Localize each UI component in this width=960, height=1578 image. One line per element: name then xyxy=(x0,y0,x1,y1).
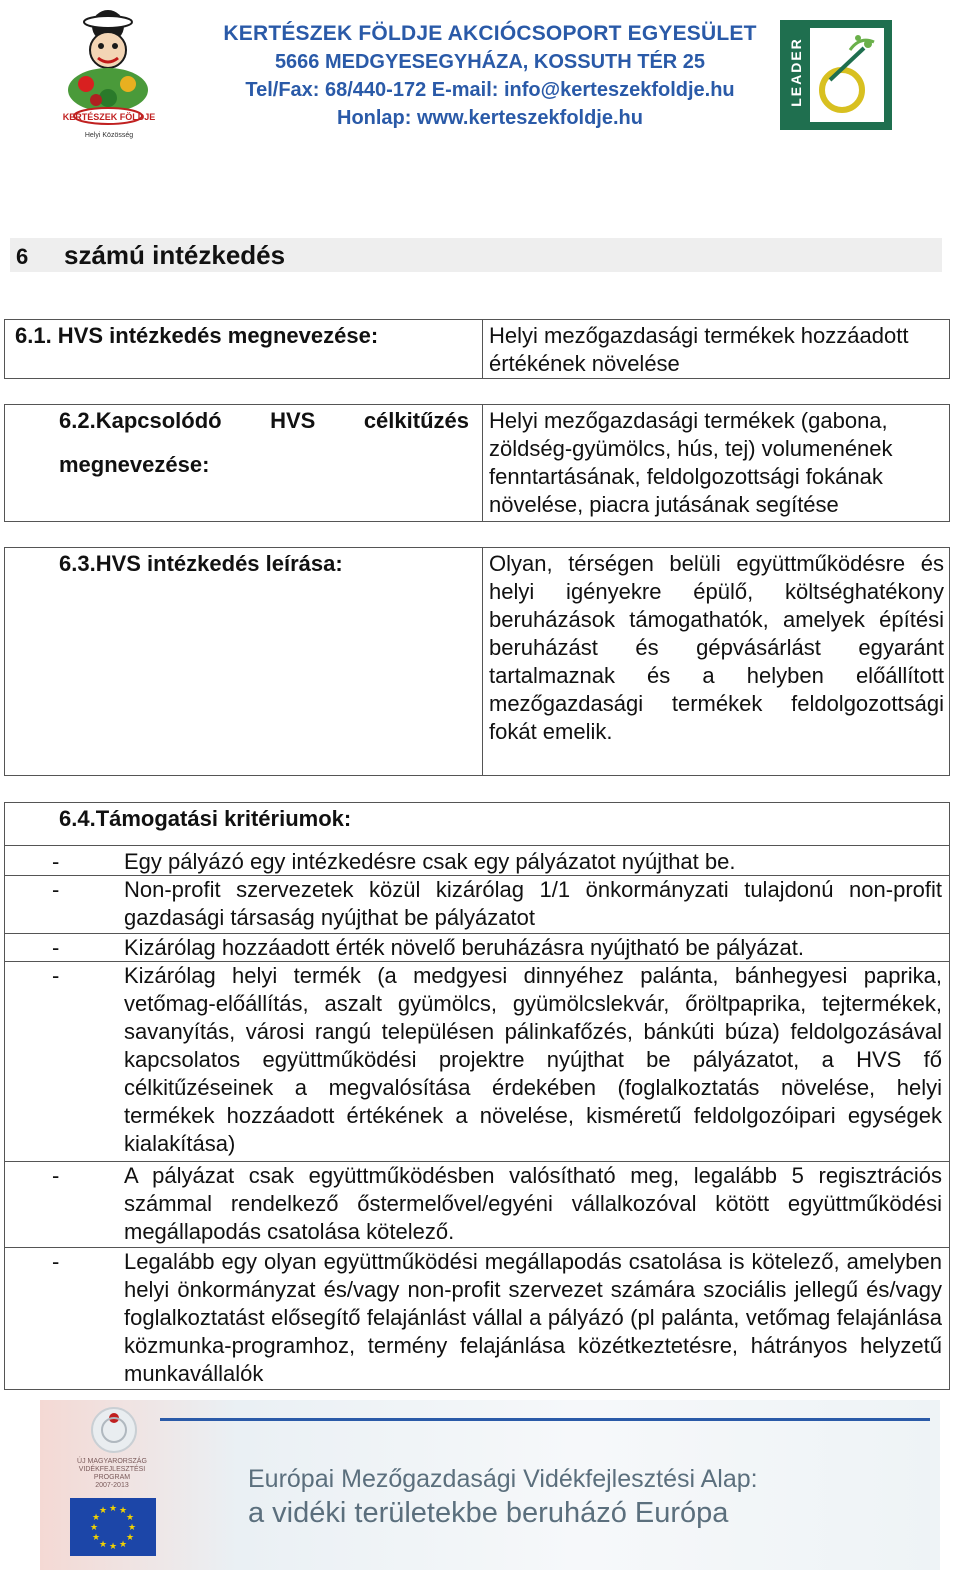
list-dash: - xyxy=(52,849,60,874)
list-item-text: Kizárólag helyi termék (a medgyesi dinnyéhez palánta, bánhegyesi paprika, vetőmag-előállítás, aszalt gyümölcs, gyümölcslekvár, őröltpaprika, tejtermékek, savanyítás, városi rangú településen pálinkafőzés, bánkúti búza) feldolgozásával kapcsolatos együttműködési projektre nyújthat be pályázatot, a HVS fő célkitűzéseinek a megvalósítása érdekében (foglalkoztatás növelése, helyi termékek hozzáadott értékének a növelése, kisméretű feldolgozóipari egységek kialakítása) xyxy=(124,963,942,1156)
row-6-3-value: Olyan, térségen belüli együttműködésre és helyi igényekre épülő, költséghatékony beruházások támogathatók, amelyek építési beruházást és gépvásárlást egyaránt tartalmaznak és a helyben előállított mezőgazdasági termékek feldolgozottsági fokát emelik. xyxy=(489,551,944,744)
list-item-text: Egy pályázó egy intézkedésre csak egy pályázatot nyújthat be. xyxy=(124,849,736,874)
section-heading xyxy=(10,238,942,272)
list-item xyxy=(4,934,950,962)
organization-info xyxy=(210,20,770,132)
uj-magyarorszag-text xyxy=(62,1458,162,1490)
list-item-text: Kizárólag hozzáadott érték növelő beruházásra nyújtható be pályázat. xyxy=(124,935,804,960)
list-dash: - xyxy=(52,963,60,988)
hu-text-line2: VIDÉKFEJLESZTÉSI PROGRAM xyxy=(78,1466,146,1481)
list-item xyxy=(4,962,950,1162)
footer-text xyxy=(248,1462,758,1530)
list-item-text: Legalább egy olyan együttműködési megállapodás csatolása is kötelező, amelyben helyi önkormányzat és/vagy non-profit szervezet számára szociális jellegű és/vagy foglalkoztatást elősegítő felajánlást vállal a pályázó (pl palánta, vetőmag felajánlása közmunka-programhoz, termény felajánlása közétkeztetésre, hátrányos helyzetű munkavállalók xyxy=(124,1249,942,1386)
svg-text:★: ★ xyxy=(125,1533,135,1543)
org-address: 5666 MEDGYESEGYHÁZA, KOSSUTH TÉR 25 xyxy=(274,51,706,73)
row-6-4-header xyxy=(4,802,950,846)
svg-text:★: ★ xyxy=(91,1513,101,1523)
org-name: KERTÉSZEK FÖLDJE AKCIÓCSOPORT EGYESÜLET xyxy=(223,22,757,45)
list-item-text: Non-profit szervezetek közül kizárólag 1/1 önkormányzati tulajdonú non-profit gazdasági társaság nyújthat be pályázatot xyxy=(124,877,942,930)
svg-text:★: ★ xyxy=(108,1504,118,1514)
eu-flag-icon xyxy=(70,1498,156,1556)
list-dash: - xyxy=(52,1249,60,1274)
svg-text:★: ★ xyxy=(98,1506,108,1516)
leader-logo-text: LEADER xyxy=(788,37,804,107)
row-6-1-label: 6.1. HVS intézkedés megnevezése: xyxy=(15,323,379,348)
leader-logo xyxy=(780,20,892,130)
row-6-3-label: 6.3.HVS intézkedés leírása: xyxy=(59,551,343,576)
row-6-2 xyxy=(4,404,950,522)
list-item xyxy=(4,1162,950,1248)
hu-text-line1: ÚJ MAGYARORSZÁG xyxy=(77,1458,147,1465)
row-6-1-value: Helyi mezőgazdasági termékek hozzáadott értékének növelése xyxy=(489,323,909,376)
section-number: 6 xyxy=(16,244,29,269)
list-item xyxy=(4,1248,950,1390)
svg-text:★: ★ xyxy=(118,1540,128,1550)
footer-line1: Európai Mezőgazdasági Vidékfejlesztési Alap: xyxy=(248,1465,758,1493)
row-divider xyxy=(482,405,483,521)
svg-text:★: ★ xyxy=(89,1523,99,1533)
kerteszek-foldje-logo xyxy=(56,4,162,144)
list-dash: - xyxy=(52,1163,60,1188)
svg-text:★: ★ xyxy=(127,1523,137,1533)
list-item xyxy=(4,848,950,876)
org-contact: Tel/Fax: 68/440-172 E-mail: info@kerteszekfoldje.hu xyxy=(245,79,735,101)
org-website: Honlap: www.kerteszekfoldje.hu xyxy=(337,107,643,129)
svg-text:★: ★ xyxy=(91,1533,101,1543)
row-6-4-label: 6.4.Támogatási kritériumok: xyxy=(59,806,352,831)
list-item xyxy=(4,876,950,934)
list-item-text: A pályázat csak együttműködésben valósítható meg, legalább 5 regisztrációs számmal rendelkező őstermelővel/egyéni vállalkozóval kötött együttműködési megállapodás csatolása kötelező. xyxy=(124,1163,942,1244)
svg-text:★: ★ xyxy=(125,1513,135,1523)
section-title: számú intézkedés xyxy=(64,240,286,270)
row-6-2-label-line1: 6.2.Kapcsolódó HVS célkitűzés xyxy=(59,408,469,433)
svg-text:★: ★ xyxy=(98,1540,108,1550)
svg-text:★: ★ xyxy=(108,1542,118,1552)
list-dash: - xyxy=(52,877,60,902)
left-logo-subtext: Helyi Közösség xyxy=(84,132,134,139)
svg-text:★: ★ xyxy=(118,1506,128,1516)
footer-divider xyxy=(160,1418,930,1421)
left-logo-text: KERTÉSZEK FÖLDJE xyxy=(62,112,156,122)
row-divider xyxy=(482,548,483,775)
hu-text-line3: 2007-2013 xyxy=(95,1482,129,1489)
footer-line2: a vidéki területekbe beruházó Európa xyxy=(248,1497,729,1529)
row-divider xyxy=(482,320,483,378)
list-dash: - xyxy=(52,935,60,960)
row-6-1 xyxy=(4,319,950,379)
row-6-2-value: Helyi mezőgazdasági termékek (gabona, zöldség-gyümölcs, hús, tej) volumenének fenntartásának, feldolgozottsági fokának növelése, piacra jutásának segítése xyxy=(489,408,893,517)
row-6-2-label-line2: megnevezése: xyxy=(59,452,210,477)
row-6-3 xyxy=(4,547,950,776)
